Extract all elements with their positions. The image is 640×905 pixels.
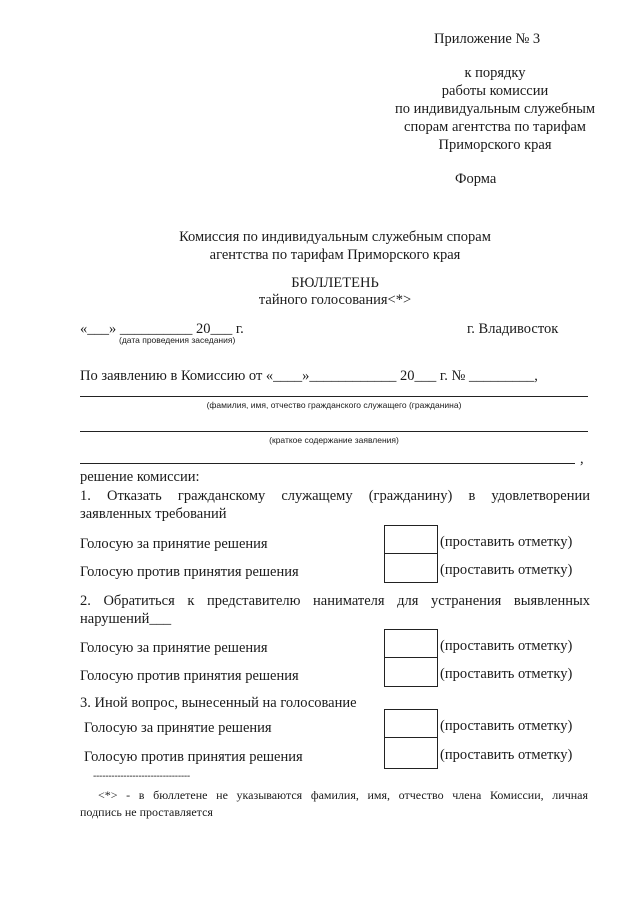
item-3-heading: 3. Иной вопрос, вынесенный на голосование bbox=[80, 695, 357, 711]
appendix-line: к порядку bbox=[464, 65, 526, 81]
footnote-text: подпись не проставляется bbox=[80, 805, 213, 819]
applicant-name-line bbox=[80, 396, 588, 397]
mark-hint: (проставить отметку) bbox=[440, 638, 573, 654]
appendix-number: Приложение № 3 bbox=[434, 31, 541, 47]
vote-for-checkbox[interactable] bbox=[384, 709, 438, 739]
item-1-heading: заявленных требований bbox=[80, 506, 227, 522]
vote-for-label: Голосую за принятие решения bbox=[80, 640, 268, 656]
mark-hint: (проставить отметку) bbox=[440, 747, 573, 763]
ballot-title: БЮЛЛЕТЕНЬ bbox=[291, 275, 379, 291]
date-caption: (дата проведения заседания) bbox=[119, 335, 236, 345]
vote-for-label: Голосую за принятие решения bbox=[80, 536, 268, 552]
vote-for-checkbox[interactable] bbox=[384, 629, 438, 659]
vote-against-checkbox[interactable] bbox=[384, 737, 438, 769]
footnote-separator: -------------------------------- bbox=[93, 771, 190, 782]
item-1-heading: 1. Отказать гражданскому служащему (гражданину) в удовлетворении bbox=[80, 488, 590, 504]
vote-against-checkbox[interactable] bbox=[384, 657, 438, 687]
form-label: Форма bbox=[455, 171, 497, 187]
mark-hint: (проставить отметку) bbox=[440, 666, 573, 682]
appendix-line: Приморского края bbox=[438, 137, 552, 153]
item-2-heading: 2. Обратиться к представителю нанимателя для устранения выявленных bbox=[80, 593, 590, 609]
mark-hint: (проставить отметку) bbox=[440, 562, 573, 578]
footnote-text: <*> - в бюллетене не указываются фамилия, имя, отчество члена Комиссии, личная bbox=[98, 788, 588, 802]
commission-name: агентства по тарифам Приморского края bbox=[209, 247, 461, 263]
item-2-heading: нарушений___ bbox=[80, 611, 172, 627]
decision-label: решение комиссии: bbox=[80, 469, 200, 485]
mark-hint: (проставить отметку) bbox=[440, 718, 573, 734]
city: г. Владивосток bbox=[467, 321, 559, 337]
ballot-subtitle: тайного голосования<*> bbox=[258, 292, 412, 308]
appendix-line: спорам агентства по тарифам bbox=[404, 119, 586, 135]
application-summary-line bbox=[80, 431, 588, 432]
vote-against-label: Голосую против принятия решения bbox=[80, 564, 299, 580]
vote-for-label: Голосую за принятие решения bbox=[84, 720, 272, 736]
vote-against-label: Голосую против принятия решения bbox=[84, 749, 303, 765]
application-text: По заявлению в Комиссию от «____»____________ 20___ г. № _________, bbox=[80, 368, 538, 384]
appendix-line: по индивидуальным служебным bbox=[394, 101, 596, 117]
summary-caption: (краткое содержание заявления) bbox=[269, 435, 399, 445]
comma: , bbox=[580, 451, 584, 467]
commission-name: Комиссия по индивидуальным служебным спорам bbox=[179, 229, 491, 245]
meeting-date: «___» __________ 20___ г. bbox=[80, 321, 244, 337]
mark-hint: (проставить отметку) bbox=[440, 534, 573, 550]
vote-for-checkbox[interactable] bbox=[384, 525, 438, 555]
appendix-line: работы комиссии bbox=[441, 83, 549, 99]
vote-against-checkbox[interactable] bbox=[384, 553, 438, 583]
summary-continuation-line bbox=[80, 463, 575, 464]
vote-against-label: Голосую против принятия решения bbox=[80, 668, 299, 684]
applicant-caption: (фамилия, имя, отчество гражданского служащего (гражданина) bbox=[206, 400, 462, 410]
